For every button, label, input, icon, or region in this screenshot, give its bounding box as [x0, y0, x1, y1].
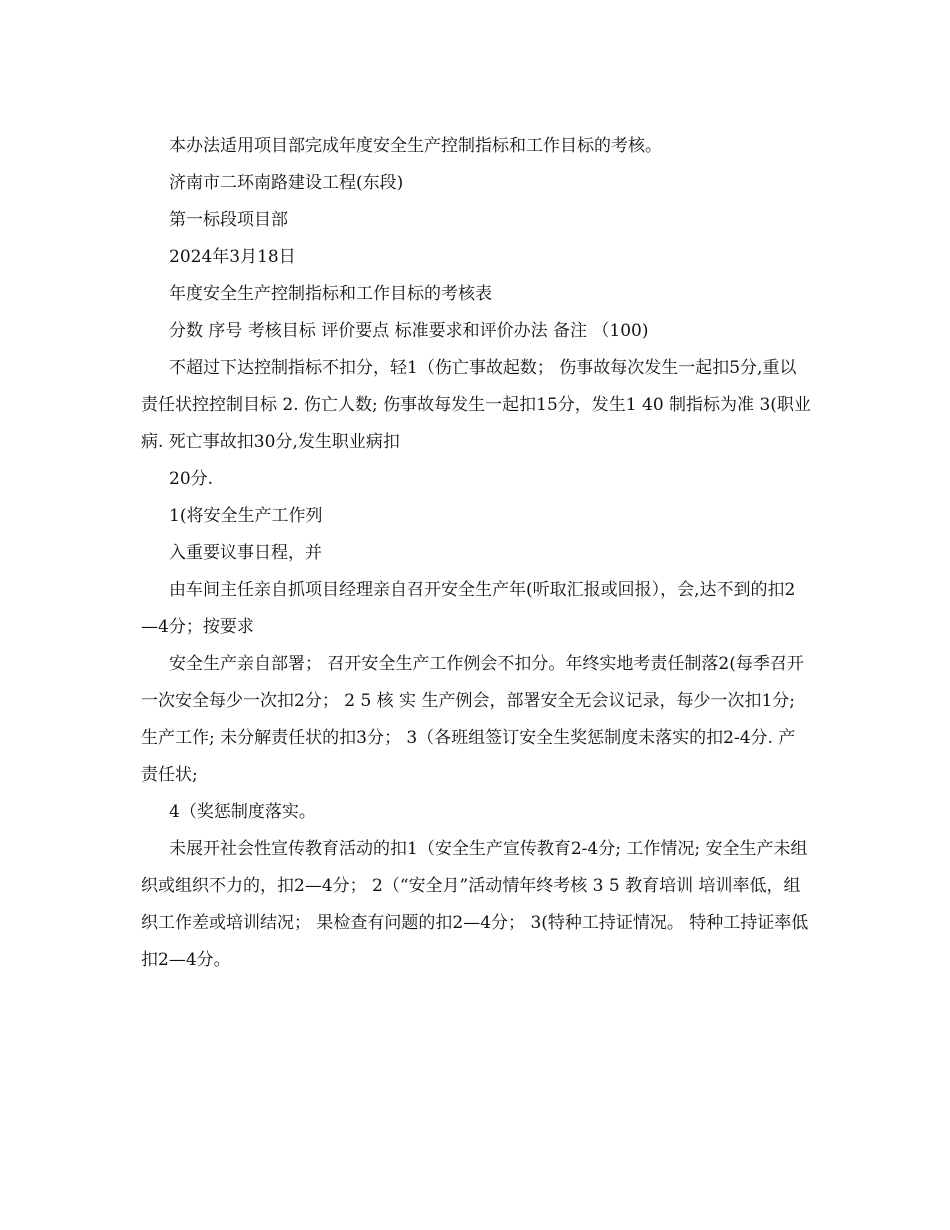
paragraph-responsibility: 安全生产亲自部署； 召开安全生产工作例会不扣分。年终实地考责任制落2(每季召开一次安全每少一次扣2分； 2 5 核 实 生产例会，部署安全无会议记录，每少一次扣1分; 生产工作; 未分解责任状的扣3分； 3（各班组签订安全生奖惩制度未落实的扣2-4分. 产责任状; — [141, 654, 804, 785]
paragraph-score-20: 20分. — [169, 469, 214, 489]
paragraph-rewards: 4（奖惩制度落实。 — [169, 802, 316, 822]
paragraph-table-title: 年度安全生产控制指标和工作目标的考核表 — [169, 284, 492, 304]
paragraph-table-header: 分数 序号 考核目标 评价要点 标准要求和评价办法 备注 （100) — [169, 321, 649, 341]
paragraph-department: 第一标段项目部 — [169, 210, 288, 230]
paragraph-project-name: 济南市二环南路建设工程(东段) — [169, 173, 404, 193]
paragraph-education-training: 未展开社会性宣传教育活动的扣1（安全生产宣传教育2-4分; 工作情况; 安全生产未组织或组织不力的，扣2—4分； 2（“安全月”活动情年终考核 3 5 教育培训 培训率低，组织工作差或培训结况； 果检查有问题的扣2—4分； 3(特种工持证情况。 特种工持证率低扣2—4分。 — [141, 839, 809, 970]
paragraph-date: 2024年3月18日 — [169, 247, 296, 267]
paragraph-item-1-start: 1(将安全生产工作列 — [169, 506, 323, 526]
document-body — [141, 128, 811, 979]
paragraph-item-1-agenda: 入重要议事日程，并 — [169, 543, 322, 563]
paragraph-item-1-meeting: 由车间主任亲自抓项目经理亲自召开安全生产年(听取汇报或回报），会,达不到的扣2—4分；按要求 — [141, 580, 796, 637]
paragraph-control-indicators: 不超过下达控制指标不扣分，轻1（伤亡事故起数； 伤事故每次发生一起扣5分,重以责任状控控制目标 2. 伤亡人数; 伤事故每发生一起扣15分，发生1 40 制指标为准 3(职业病. 死亡事故扣30分,发生职业病扣 — [141, 358, 811, 452]
paragraph-scope: 本办法适用项目部完成年度安全生产控制指标和工作目标的考核。 — [169, 136, 662, 156]
